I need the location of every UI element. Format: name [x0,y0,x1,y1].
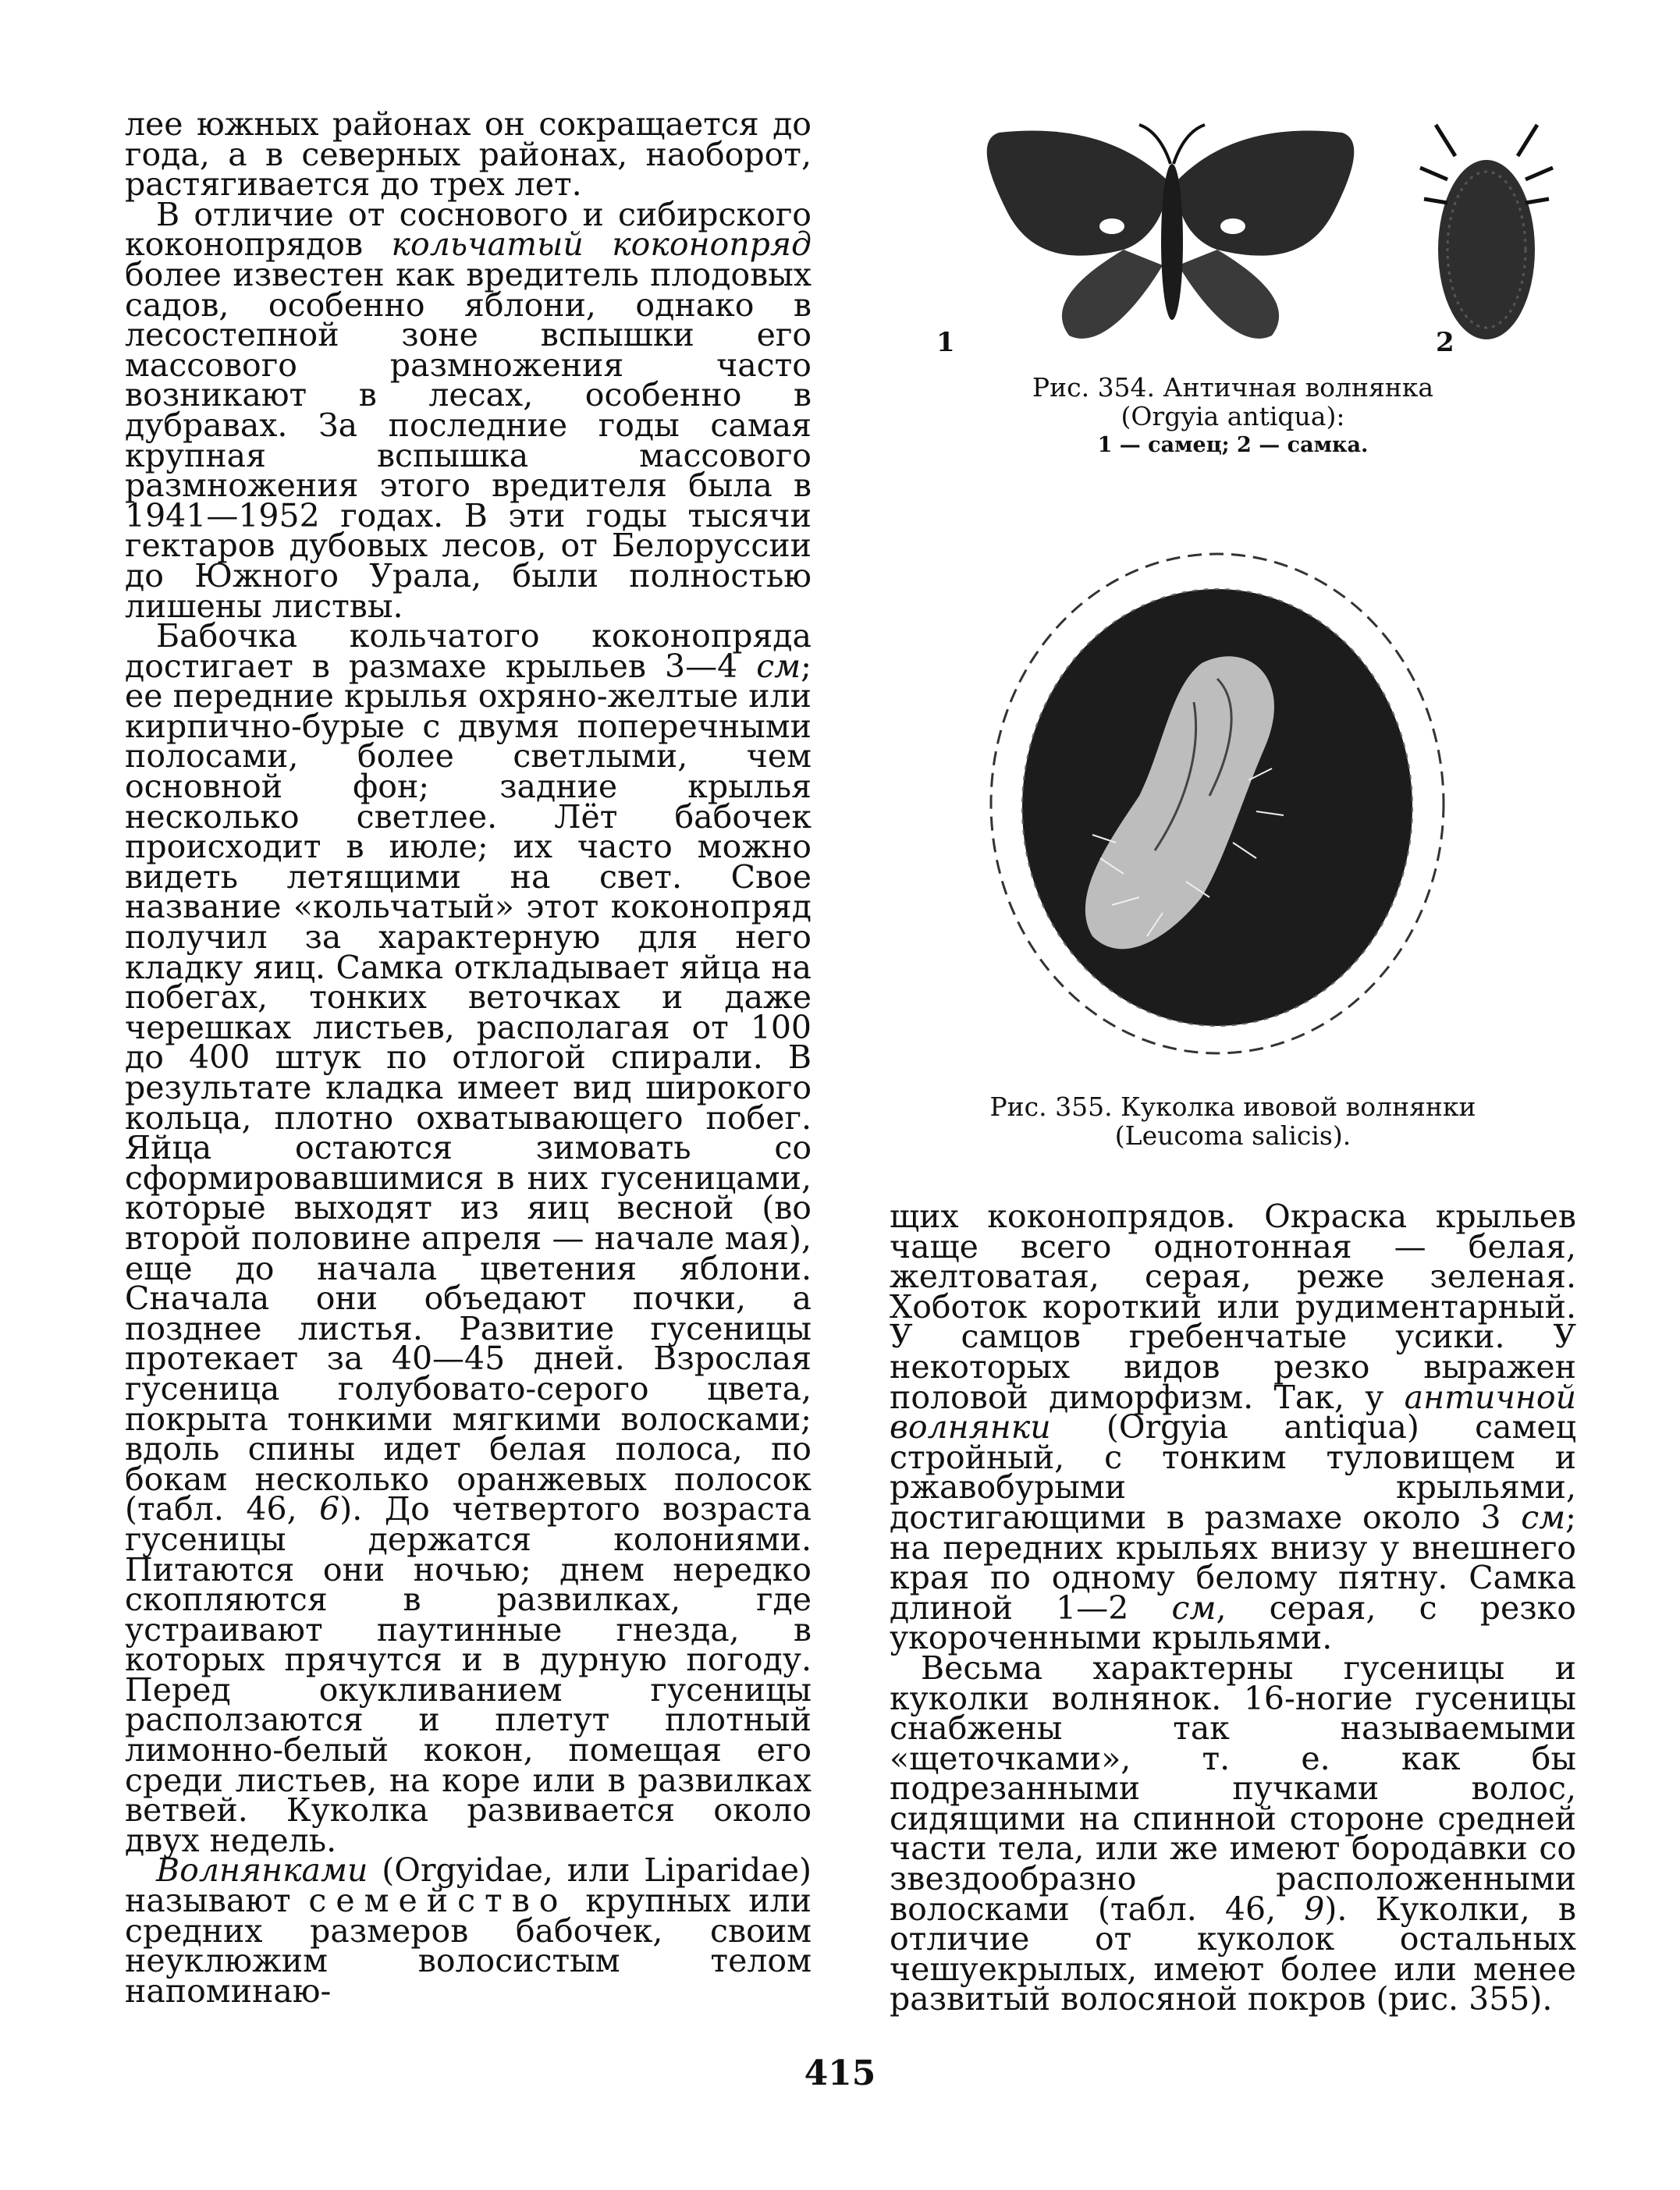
caption-legend: 1 — самец; 2 — самка. [1097,433,1369,457]
table-ref-italic: 6 [319,1490,340,1528]
text-run: щих коконопрядов. Окраска крыльев чаще всего однотонная — белая, желтоватая, серая, реже зеленая. Хоботок короткий или рудиментарный. У самцов гребенчатые усики. У некоторых видов резко выражен половой диморфизм. Так, у [890,1198,1576,1416]
paragraph [125,195,812,625]
text-run: ). Куколки, в отличие от куколок остальных чешуекрылых, имеют более или менее развитый волосяной покров (рис. 355). [890,1890,1576,2018]
caption-line: (Leucoma salicis). [1114,1120,1351,1151]
term-italic: Волнянками [156,1851,368,1890]
text-run: ; на передних крыльях внизу у внешнего края по одному белому пятну. Самка длиной 1—2 [890,1498,1576,1627]
paragraph [125,617,812,1859]
text-run: , серая, с резко укороченными крыльями. [890,1588,1576,1657]
caption-line: (Orgyia antiqua): [1121,401,1345,431]
term-italic: античной волнянки [890,1378,1576,1446]
caption-line: Рис. 355. Куколка ивовой волнянки [989,1091,1476,1122]
paragraph [890,1198,1576,1657]
text-run: В отличие от соснового и сибирского коконопрядов [125,195,812,264]
figure-label-1: 1 [936,327,955,358]
figure-354-caption [890,373,1576,460]
text-run: Бабочка кольчатого коконопряда достигает в размахе крыльев 3—4 [125,617,812,685]
text-run: ; ее передние крылья охряно-желтые или кирпично-бурые с двумя поперечными полосами, более светлыми, чем основной фон; задние крылья несколько светлее. Лёт бабочек происходит в июле; их часто можно видеть летящими на свет. Свое название «кольчатый» этот коконопряд получил за характерную для него кладку яиц. Самка откладывает яйца на побегах, тонких веточках и даже черешках листьев, располагая от 100 до 400 штук по отлогой спирали. В результате кладка имеет вид широкого кольца, плотно охватывающего побег. Яйца остаются зимовать со сформировавшимися в них гусеницами, которые выходят из яиц весной (во второй половине апреля — начале мая), еще до начала цветения яблони. Сначала они объедают почки, а позднее листья. Развитие гусеницы протекает за 40—45 дней. Взрослая гусеница голубовато-серого цвета, покрыта тонкими мягкими волосками; вдоль спины идет белая полоса, по бокам несколько оранжевых полосок (табл. 46, [125,647,812,1528]
unit-italic: см [756,647,801,685]
figure-354 [890,109,1576,367]
paragraph [125,1851,812,2010]
text-run: более известен как вредитель плодовых садов, особенно яблони, однако в лесостепной зоне вспышки его массового размножения часто возникают в лесах, особенно в дубравах. За последние годы самая крупная вспышка массового размножения этого вредителя была в 1941—1952 годах. В эти годы тысячи гектаров дубовых лесов, от Белоруссии до Южного Урала, были полностью лишены листвы. [125,255,812,625]
text-run: крупных или средних размеров бабочек, своим неуклюжим волосистым телом напоминаю- [125,1882,812,2010]
table-ref-italic: 9 [1304,1890,1325,1928]
caption-line: Рис. 354. Античная волнянка [1032,372,1434,403]
pupa-illustration [968,546,1467,1061]
left-column [125,105,812,2010]
right-column [890,1198,1576,2018]
paragraph [890,1649,1576,2018]
moth-illustration [890,109,1576,367]
spaced-text: семейство [308,1882,568,1920]
text-run: (Orgyia antiqua) самец стройный, с тонким туловищем и ржавобурыми крыльями, достигающими в размахе около 3 [890,1408,1576,1536]
term-italic: кольчатый коконопряд [391,225,812,264]
text-run: (Orgyidae, или Liparidae) называют [125,1851,812,1920]
figure-355 [968,546,1467,1061]
figure-355-caption [890,1092,1576,1150]
female-moth-drawing [1420,125,1553,339]
unit-italic: см [1171,1588,1216,1627]
paragraph: лее южных районах он сокращается до года, а в северных районах, наоборот, растягивается до трех лет. [125,105,812,204]
text-run: ). До четвертого возраста гусеницы держатся колониями. Питаются они ночью; днем нередко скопляются в развилках, где устраивают паутинные гнезда, в которых прячутся и в дурную погоду. Перед окукливанием гусеницы расползаются и плетут плотный лимонно-белый кокон, помещая его среди листьев, на коре или в развилках ветвей. Куколка развивается около двух недель. [125,1490,812,1859]
page-number: 415 [804,2053,876,2093]
male-moth-drawing [987,125,1355,339]
unit-italic: см [1521,1498,1566,1536]
figure-label-2: 2 [1436,327,1454,358]
text-run: Весьма характерны гусеницы и куколки волнянок. 16-ногие гусеницы снабжены так называемыми «щеточками», т. е. как бы подрезанными пучками волос, сидящими на спинной стороне средней части тела, или же имеют бородавки со звездообразно расположенными волосками (табл. 46, [890,1649,1576,1928]
